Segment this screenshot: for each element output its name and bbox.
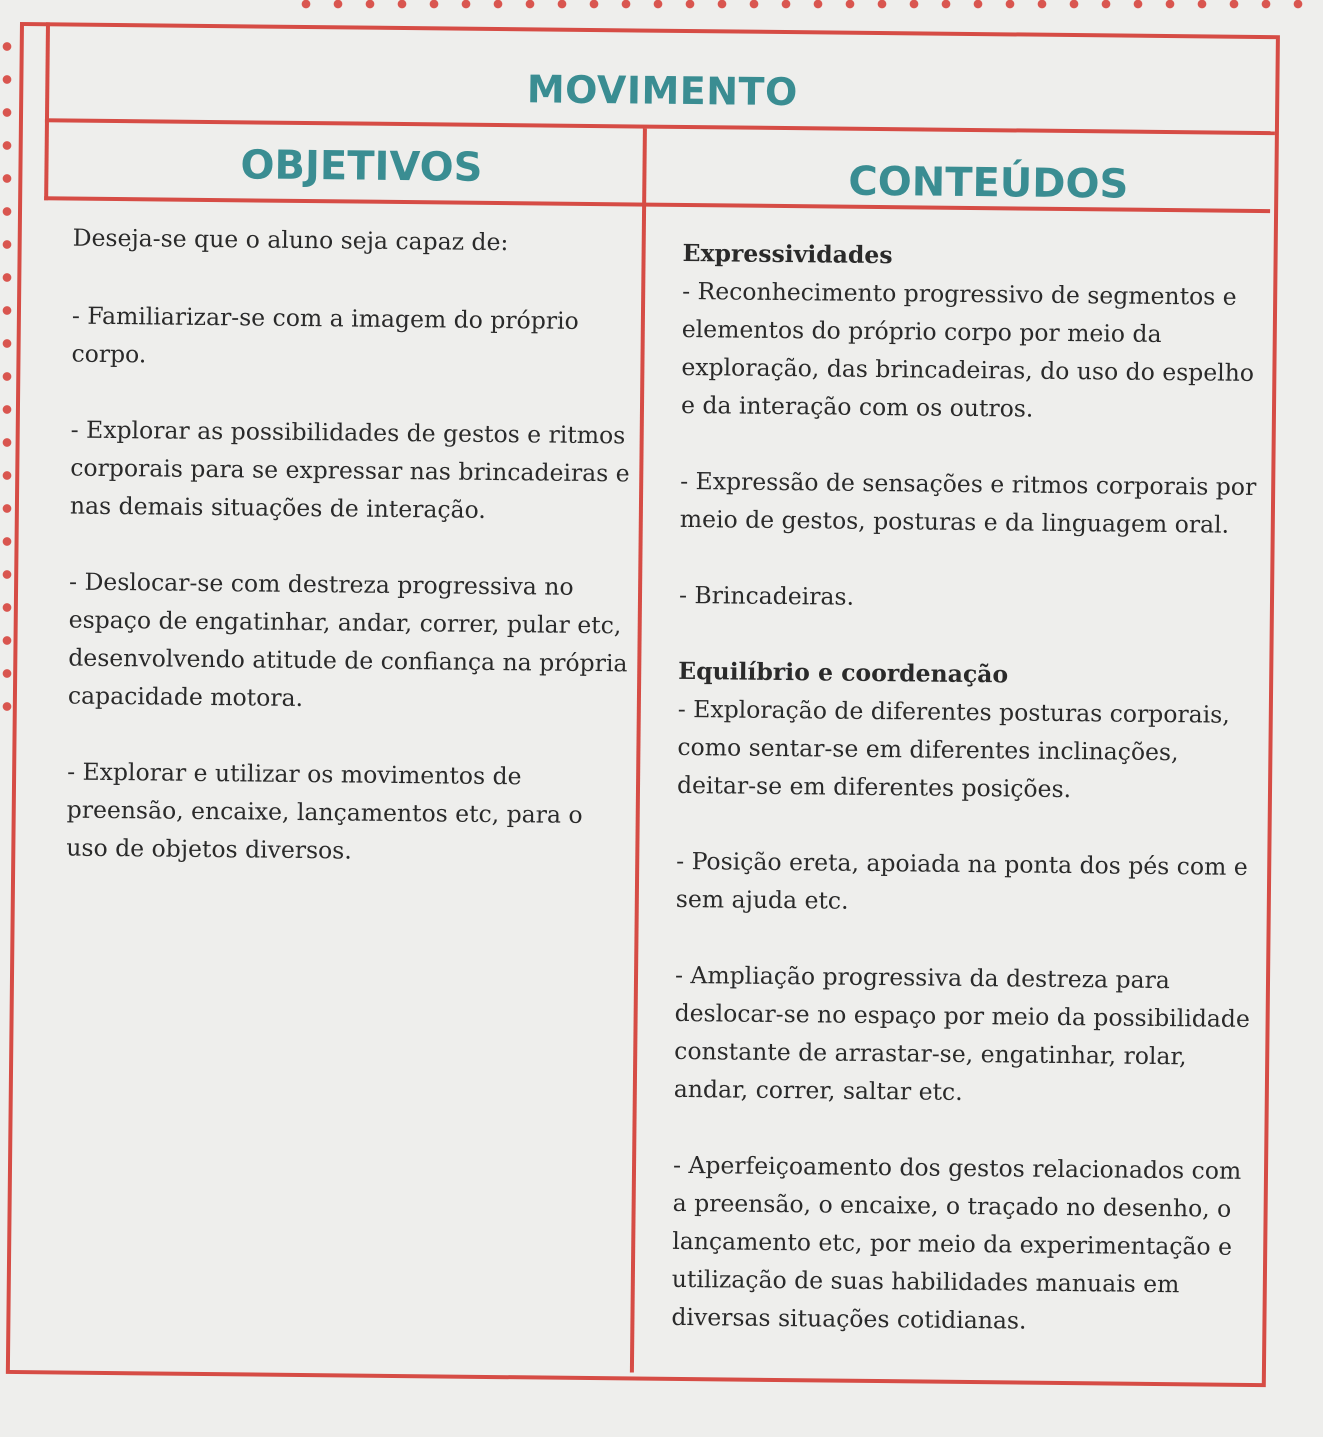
conteudos-heading: CONTEÚDOS (848, 158, 1129, 208)
section-title-equilibrio: Equilíbrio e coordenação (678, 656, 1009, 689)
page-title: MOVIMENTO (526, 67, 799, 115)
objetivos-item: - Deslocar-se com destreza progressiva no espaço de engatinhar, andar, correr, pular etc, desenvolvendo atitude de confiança na própria capacidade motora. (67, 567, 628, 713)
column-header-edge (44, 118, 49, 200)
conteudos-item: - Ampliação progressiva da destreza para deslocar-se no espaço por meio da possibilidade constante de arrastar-se, engatinhar, rolar, andar, correr, saltar etc. (673, 960, 1250, 1106)
objetivos-intro: Deseja-se que o aluno seja capaz de: (72, 223, 509, 257)
table-sheet (6, 22, 1280, 1387)
conteudos-item: - Reconhecimento progressivo de segmentos e elementos do próprio corpo por meio da exploração, das brincadeiras, do uso do espelho e da interação com os outros. (680, 276, 1255, 423)
section-title-expressividades: Expressividades (682, 238, 893, 270)
title-row (45, 22, 1276, 135)
conteudos-column (671, 234, 1263, 1342)
conteudos-item: - Brincadeiras. (678, 580, 855, 611)
objetivos-item: - Familiarizar-se com a imagem do próprio corpo. (71, 301, 579, 369)
conteudos-item: - Expressão de sensações e ritmos corporais por meio de gestos, posturas e da linguagem oral. (679, 466, 1257, 539)
decorative-dotted-border-left (0, 30, 12, 730)
objetivos-item: - Explorar as possibilidades de gestos e ritmos corporais para se expressar nas brincadeiras e nas demais situações de interação. (69, 415, 630, 524)
decorative-dotted-border-top (290, 0, 1323, 12)
objetivos-item: - Explorar e utilizar os movimentos de preensão, encaixe, lançamentos etc, para o uso de objetos diversos. (66, 757, 583, 865)
conteudos-item: - Exploração de diferentes posturas corporais, como sentar-se em diferentes inclinações, deitar-se em diferentes posições. (676, 694, 1230, 804)
objetivos-heading: OBJETIVOS (240, 142, 483, 191)
conteudos-item: - Aperfeiçoamento dos gestos relacionados com a preensão, o encaixe, o traçado no desenho, o lançamento etc, por meio da experimentação e utilização de suas habilidades manuais em diversas situações cotidianas. (671, 1150, 1242, 1335)
objetivos-column (66, 219, 633, 873)
conteudos-item: - Posição ereta, apoiada na ponta dos pés com e sem ajuda etc. (675, 846, 1248, 915)
